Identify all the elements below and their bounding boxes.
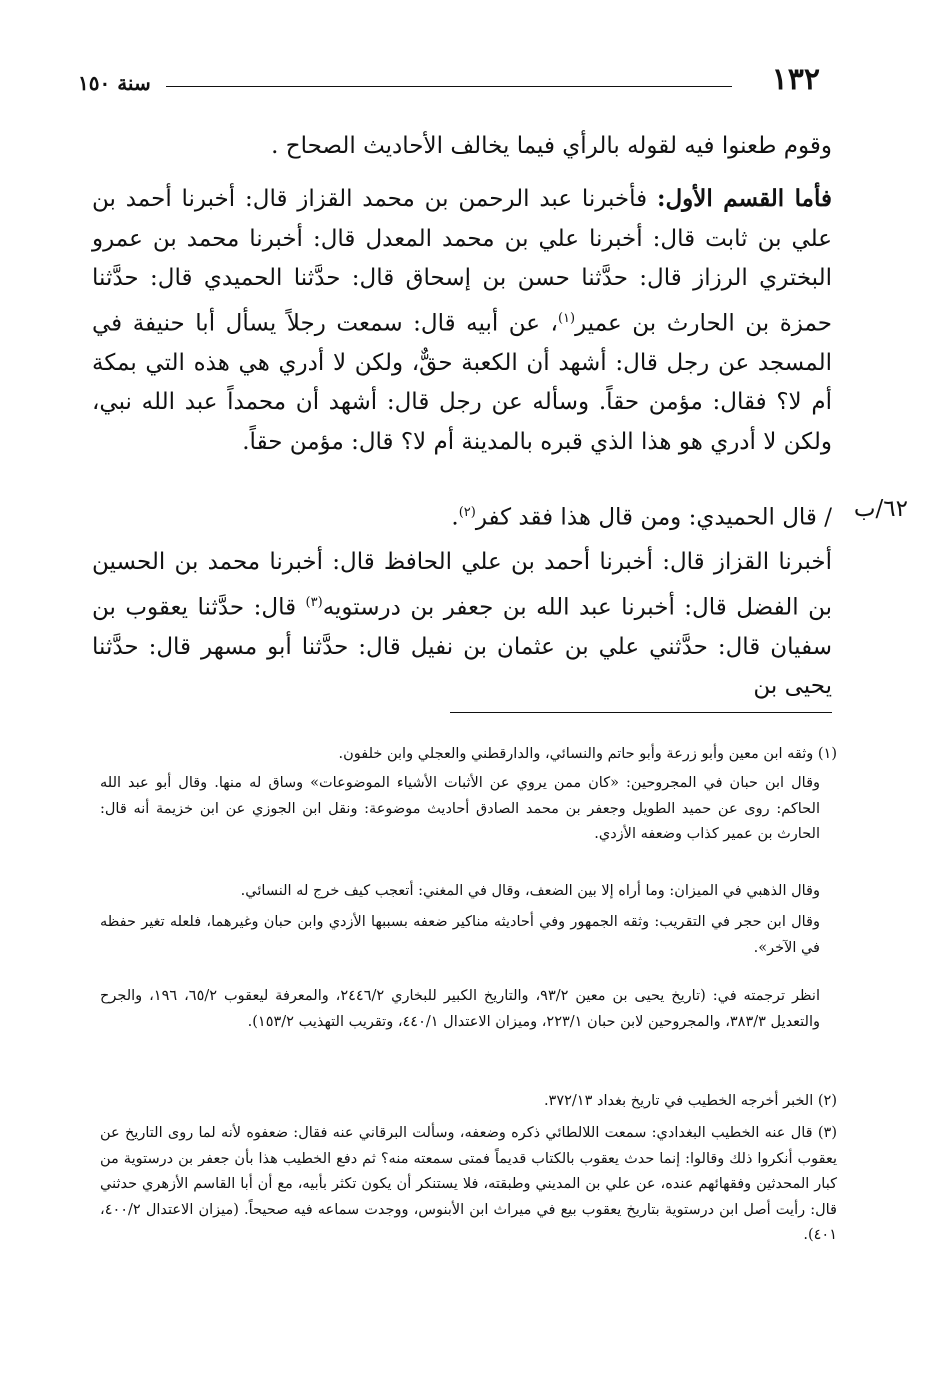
year-label: سنة ١٥٠	[78, 71, 151, 95]
footnote-ref-3: (٣)	[305, 594, 323, 610]
footnote-2: (٢) الخبر أخرجه الخطيب في تاريخ بغداد ٣٧٢/١٣.	[543, 1093, 837, 1109]
margin-folio-note: ٦٢/ب	[853, 496, 908, 522]
paragraph-2-text-b: ، عن أبيه قال: سمعت رجلاً يسأل أبا حنيفة في المسجد عن رجل قال: أشهد أن الكعبة حقٌّ، ولكن لا أدري هي هذه التي بمكة أم لا؟ فقال: مؤمن حقاً. وسأله عن رجل قال: أشهد أن محمداً عبد الله نبي، ولكن لا أدري هو هذا الذي قبره بالمدينة أم لا؟ قال: مؤمن حقاً.	[92, 310, 832, 455]
paragraph-4	[92, 543, 832, 707]
footnote-rule	[450, 712, 832, 713]
paragraph-3-text-b: .	[451, 504, 459, 531]
footnote-ref-1: (١)	[557, 310, 576, 326]
paragraph-1: وقوم طعنوا فيه لقوله بالرأي فيما يخالف الأحاديث الصحاح .	[271, 133, 832, 159]
footnote-1-detail-c: وقال ابن حجر في التقريب: وثقه الجمهور وفي أحاديثه مناكير ضعفه بسببها الأزدي وابن حبان وغيرهما، فلعله تغير حفظه في الآخر».	[100, 914, 820, 956]
paragraph-3-text-a: / قال الحميدي: ومن قال هذا فقد كفر	[475, 504, 832, 531]
paragraph-4-text-a: أخبرنا القزاز قال: أخبرنا أحمد بن علي الحافظ قال: أخبرنا محمد بن الحسين بن الفضل قال: أخبرنا عبد الله بن جعفر بن درستويه	[92, 549, 832, 621]
section-heading: فأما القسم الأول:	[656, 185, 832, 212]
footnote-3: (٣) قال عنه الخطيب البغدادي: سمعت اللالطائي ذكره وضعفه، وسألت البرقاني عنه فقال: ضعفوه لأنه لما روى التاريخ عن يعقوب أنكروا ذلك وقالوا: إنما حدث يعقوب بالكتاب قديماً فمتى سمعته منه؟ ثم دفع الخطيب هذا بأن جعفر بن درستوية من كبار المحدثين وفقهائهم عنده، عن علي بن المديني وطبقته، فلا يستنكر أن يكون تكثر بأبيه، مع أن أبا القاسم الأزهري حدثني قال: رأيت أصل ابن درستوية بتاريخ يعقوب بيع في ميراث ابن الأبنوس، ووجدت سماعه فيه صحيحاً. (ميزان الاعتدال ٤٠٠/٢، ٤٠١).	[100, 1125, 837, 1243]
footnote-1-detail-b: وقال الذهبي في الميزان: وما أراه إلا بين الضعف، وقال في المغني: أتعجب كيف خرج له النسائي.	[240, 883, 820, 899]
paragraph-2-text-a: فأخبرنا عبد الرحمن بن محمد القزاز قال: أخبرنا أحمد بن علي بن ثابت قال: أخبرنا علي بن محمد المعدل قال: أخبرنا محمد بن عمرو البختري الرزاز قال: حدَّثنا حسن بن إسحاق قال: حدَّثنا الحميدي قال: حدَّثنا حمزة بن الحارث بن عمير	[92, 186, 832, 337]
footnote-1-detail-a: وقال ابن حبان في المجروحين: «كان ممن يروي عن الأثبات الأشياء الموضوعات» وساق له منها. وقال أبو عبد الله الحاكم: روى عن حميد الطويل وجعفر بن محمد الصادق أحاديث موضوعة: ونقل ابن الجوزي عن ابن خزيمة أنه قال: الحارث بن عمير كذاب وضعفه الأزدي.	[100, 775, 820, 842]
page-number: ١٣٢	[771, 62, 820, 97]
footnote-1: (١) وثقه ابن معين وأبو زرعة وأبو حاتم والنسائي، والدارقطني والعجلي وابن خلفون.	[338, 746, 837, 762]
footnote-1-references: انظر ترجمته في: (تاريخ يحيى بن معين ٩٣/٢، والتاريخ الكبير للبخاري ٢٤٤٦/٢، والمعرفة ليعقوب ٦٥/٢، ١٩٦، والجرح والتعديل ٣٨٣/٣، والمجروحين لابن حبان ٢٢٣/١، وميزان الاعتدال ٤٤٠/١، وتقريب التهذيب ١٥٣/٢).	[100, 988, 820, 1030]
paragraph-4-text-b: قال: حدَّثنا يعقوب بن سفيان قال: حدَّثني علي بن عثمان بن نفيل قال: حدَّثنا أبو مسهر قال: حدَّثنا يحيى بن	[92, 594, 832, 700]
page-header	[78, 62, 820, 102]
paragraph-2	[92, 179, 832, 462]
header-rule	[166, 86, 732, 87]
footnote-ref-2: (٢)	[458, 505, 476, 520]
paragraph-3	[92, 493, 832, 538]
